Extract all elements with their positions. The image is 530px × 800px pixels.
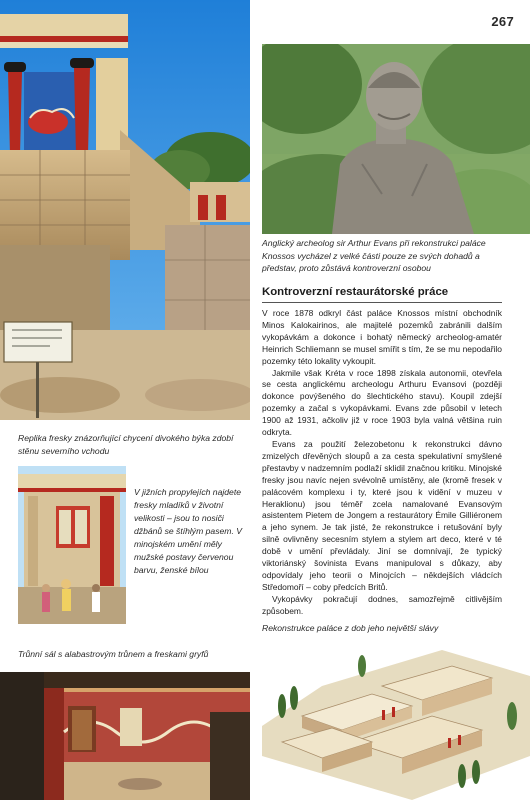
- propylaea-caption: V jižních propylejích najdete fresky mladíků v životní velikosti – jsou to nosiči džbánů se štíhlým pasem. V minojském umění měly mužské postavy červenou barvu, ženské bílou: [134, 487, 242, 575]
- article-paragraph: Vykopávky pokračují dodnes, samozřejmě citlivějším způsobem.: [262, 593, 502, 616]
- arthur-evans-bust-photo: [262, 44, 530, 234]
- knossos-north-entrance-photo: [0, 0, 250, 420]
- article-paragraph: V roce 1878 odkryl část paláce Knossos místní obchodník Minos Kalokairinos, ale majitelé pozemků zabránili dalším vykopávkám a dokonce i bohatý německý archeolog-amatér Heinrich Schliemann se musel smířit s tím, že se mu nepodařilo pozemky této lokality vykoupit.: [262, 308, 502, 366]
- bull-fresco-caption: Replika fresky znázorňující chycení divokého býka zdobí stěnu severního vchodu: [18, 433, 234, 456]
- evans-bust-caption: Anglický archeolog sir Arthur Evans při rekonstrukci paláce Knossos vycházel z velké části pouze ze svých dohadů a představ, proto zůstává kontroverzní osobou: [262, 238, 486, 273]
- page-number: 267: [491, 14, 514, 29]
- article-body: [262, 308, 502, 618]
- article-paragraph: Jakmile však Kréta v roce 1898 získala autonomii, otevřela se cesta anglickému archeologu Arthuru Evansovi (později dokonce povýšeného do šlechtického stavu). Koupil zdejší pozemky a začal s vykopávkami. Evans zde působil v letech 1900 až 1931, ačkoliv již v roce 1903 byla valná většina ruin odkryta.: [262, 367, 502, 438]
- palace-reconstruction-illustration: [262, 646, 530, 800]
- throne-room-photo: [0, 672, 250, 800]
- reconstruction-caption: Rekonstrukce paláce z dob jeho největší slávy: [262, 623, 439, 633]
- section-heading: Kontroverzní restaurátorské práce: [262, 284, 502, 303]
- throne-room-caption: Trůnní sál s alabastrovým trůnem a freskami gryfů: [18, 649, 209, 659]
- article-paragraph: Evans za použití železobetonu k rekonstrukci dávno zmizelých dřevěných sloupů a za cesta spekulativní smyšlené přestavby v nadzemním podlaží sklidil značnou kritiku. Minojské fresky jsou navíc nejen svévolně umístěny, ale (kromě fresek v palácovém komplexu i ty, které jsou k vidění v muzeu v Heraklionu) jsou téměř zcela namalované Evansovým asistentem Pietem de Jongem a restaurátory Émile Gilliéronem a jeho synem. Je tak jisté, že rekonstrukce i retušování byly silně ovlivněny secesním stylem a stylem art deco, které v té době v umění převládaly. Jiní se domnívají, že typický viktoriánský šovinista Evans manipuloval s důkazy, aby odpovídaly jeho teorii o Minojcích – někdejších vládcích Středomoří – coby předcích Britů.: [262, 438, 502, 592]
- south-propylaea-photo: [18, 466, 126, 624]
